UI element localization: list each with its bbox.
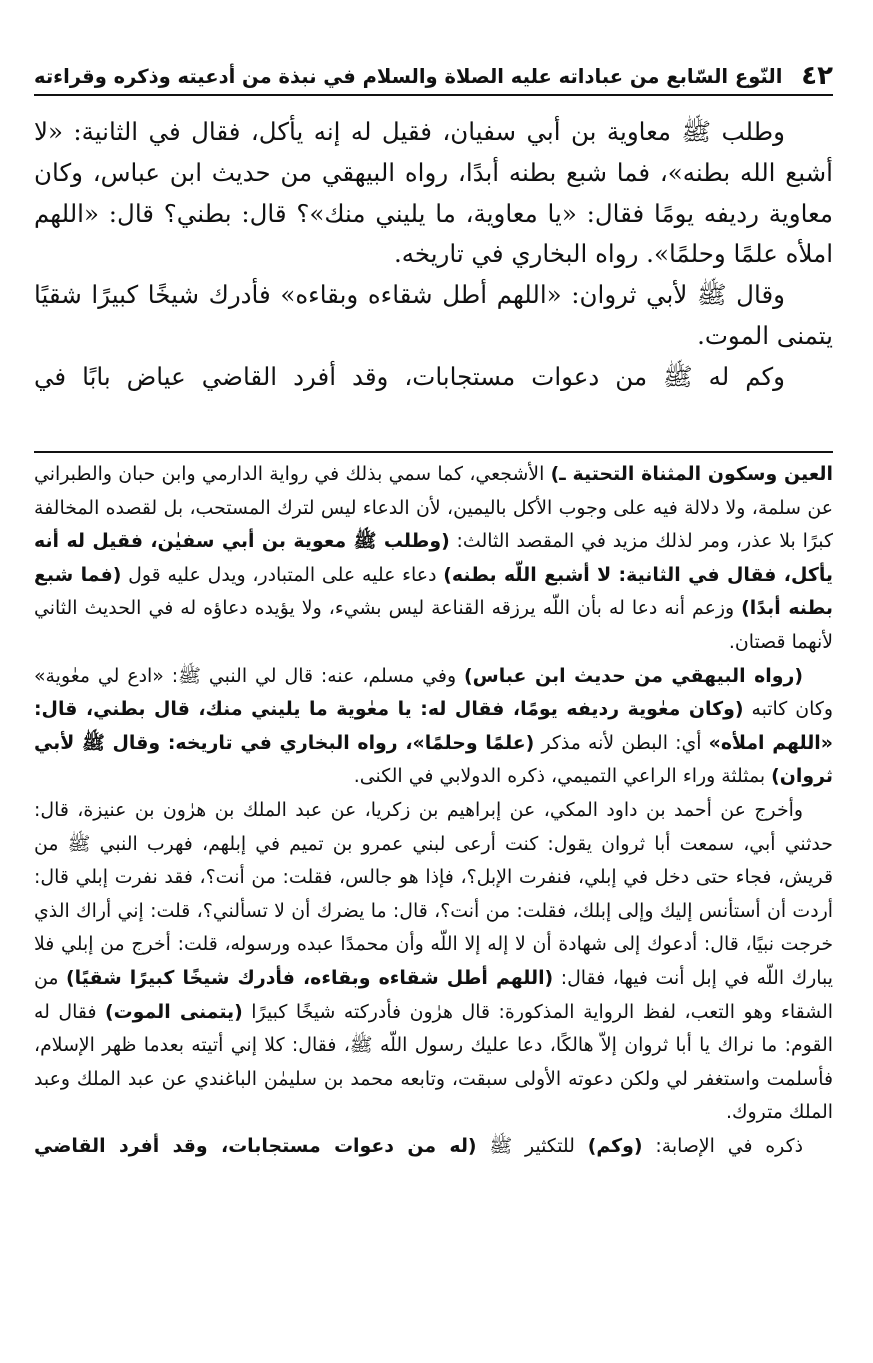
commentary-bold: (له من دعوات مستجابات، وقد أفرد القاضي <box>34 1134 477 1157</box>
commentary-text: وأخرج عن أحمد بن داود المكي، عن إبراهيم بن زكريا، عن عبد الملك بن هرٰون بن عنيزة، قال: حدثني أبي، سمعت أبا ثروان يقول: كنت أرعى لبني عمرو بن تميم في إبلهم، فهرب النبي ﷺ من قريش، فجاء حتى دخل في إبلي، فنفرت الإبل؟، فإذا هو جالس، فقلت: من أنت؟، فقد نفرت إبلي قال: أردت أن أستأنس إليك وإلى إبلك، فقلت: من أنت؟، قال: ما يضرك أن لا تسألني؟، قلت: إني أراك الذي خرجت نبيًا، قال: أدعوك إلى شهادة أن لا إله إلا اللّه وأن محمدًا عبده ورسوله، قلت: أخرج من إبلي فلا يبارك اللّه في إبل أنت فيها، فقال: <box>34 798 833 989</box>
commentary-bold: (علمًا وحلمًا»، رواه البخاري في تاريخه: وقال ﷺ لأبي ثروان) <box>34 731 833 788</box>
main-paragraph-3: وكم له ﷺ من دعوات مستجابات، وقد أفرد القاضي عياض بابًا في <box>34 361 785 391</box>
commentary-text: أي: البطن لأنه مذكر <box>534 731 709 754</box>
commentary-bold: (وكان معٰوية رديفه يومًا، فقال له: يا معٰوية ما يليني منك، قال بطني، قال: «اللهم املأه» <box>34 698 833 754</box>
footnote-divider <box>34 451 833 453</box>
commentary-text: فقال له القوم: ما نراك يا أبا ثروان إلاّ هالكًا، دعا عليك رسول اللّه ﷺ، فقال: كلا إني أتيته بعدما ظهر الإسلام، فأسلمت واستغفر لي ولكن دعوته الأولى سبقت، وتابعه محمد بن سليمٰن الباغندي عن عبد الملك وعبد الملك متروك. <box>34 1000 833 1124</box>
commentary-bold: (يتمنى الموت) <box>105 1000 243 1023</box>
running-head: النّوع السّابع من عباداته عليه الصلاة والسلام في نبذة من أدعيته وذكره وقراءته <box>34 64 783 88</box>
commentary-paragraph-4 <box>34 1130 833 1164</box>
commentary-paragraph-2 <box>34 660 833 794</box>
main-paragraph-1: وطلب ﷺ معاوية بن أبي سفيان، فقيل له إنه يأكل، فقال في الثانية: «لا أشبع الله بطنه»، فما شبع بطنه أبدًا، رواه البيهقي من حديث ابن عباس، وكان معاوية رديفه يومًا فقال: «يا معاوية، ما يليني منك»؟ قال: بطني؟ قال: «اللهم املأه علمًا وحلمًا». رواه البخاري في تاريخه. <box>34 117 833 269</box>
commentary-text: من الشقاء وهو التعب، لفظ الرواية المذكورة: قال هرٰون فأدركته شيخًا كبيرًا <box>34 966 833 1023</box>
commentary-text: للتكثير ﷺ <box>476 1134 588 1157</box>
commentary-bold: العين وسكون المثناة التحتية ـ) <box>550 463 833 485</box>
commentary-bold: (وكم) <box>587 1134 643 1157</box>
commentary <box>34 458 833 1163</box>
page-number: ٤٢ <box>801 61 833 91</box>
main-paragraph-2: وقال ﷺ لأبي ثروان: «اللهم أطل شقاءه وبقاءه» فأدرك شيخًا كبيرًا شقيًا يتمنى الموت. <box>34 280 833 350</box>
commentary-bold: (اللهم أطل شقاءه وبقاءه، فأدرك شيخًا كبيرًا شقيًا) <box>66 966 554 989</box>
commentary-text: بمثلثة وراء الراعي التميمي، ذكره الدولابي في الكنى. <box>353 765 772 788</box>
commentary-paragraph-3 <box>34 794 833 1130</box>
commentary-bold: (وطلب ﷺ معوية بن أبي سفيٰن، فقيل له أنه يأكل، فقال في الثانية: لا أشبع اللّه بطنه) <box>34 530 833 586</box>
main-text <box>34 112 833 398</box>
commentary-text: دعاء عليه على المتبادر، ويدل عليه قول <box>121 563 444 586</box>
commentary-text: وفي مسلم، عنه: قال لي النبي ﷺ: «ادع لي معٰوية» وكان كاتبه <box>34 664 833 721</box>
commentary-text: الأشجعي، كما سمي بذلك في رواية الدارمي وابن حبان والطبراني عن سلمة، ولا دلالة فيه على وجوب الأكل باليمين، لأن الدعاء ليس لترك المستحب، بل لقصده المخالفة كبرًا بلا عذر، ومر لذلك مزيد في المقصد الثالث: <box>34 463 833 553</box>
commentary-paragraph-1 <box>34 458 833 660</box>
commentary-bold: (فما شبع بطنه أبدًا) <box>34 563 833 620</box>
commentary-bold: (رواه البيهقي من حديث ابن عباس) <box>464 664 803 687</box>
page-header <box>34 58 833 96</box>
commentary-text: ذكره في الإصابة: <box>642 1134 803 1157</box>
commentary-text: وزعم أنه دعا له بأن اللّه يرزقه القناعة ليس بشيء، ولا يؤيده دعاؤه له في الحديث الثاني لأنهما قصتان. <box>34 597 833 653</box>
